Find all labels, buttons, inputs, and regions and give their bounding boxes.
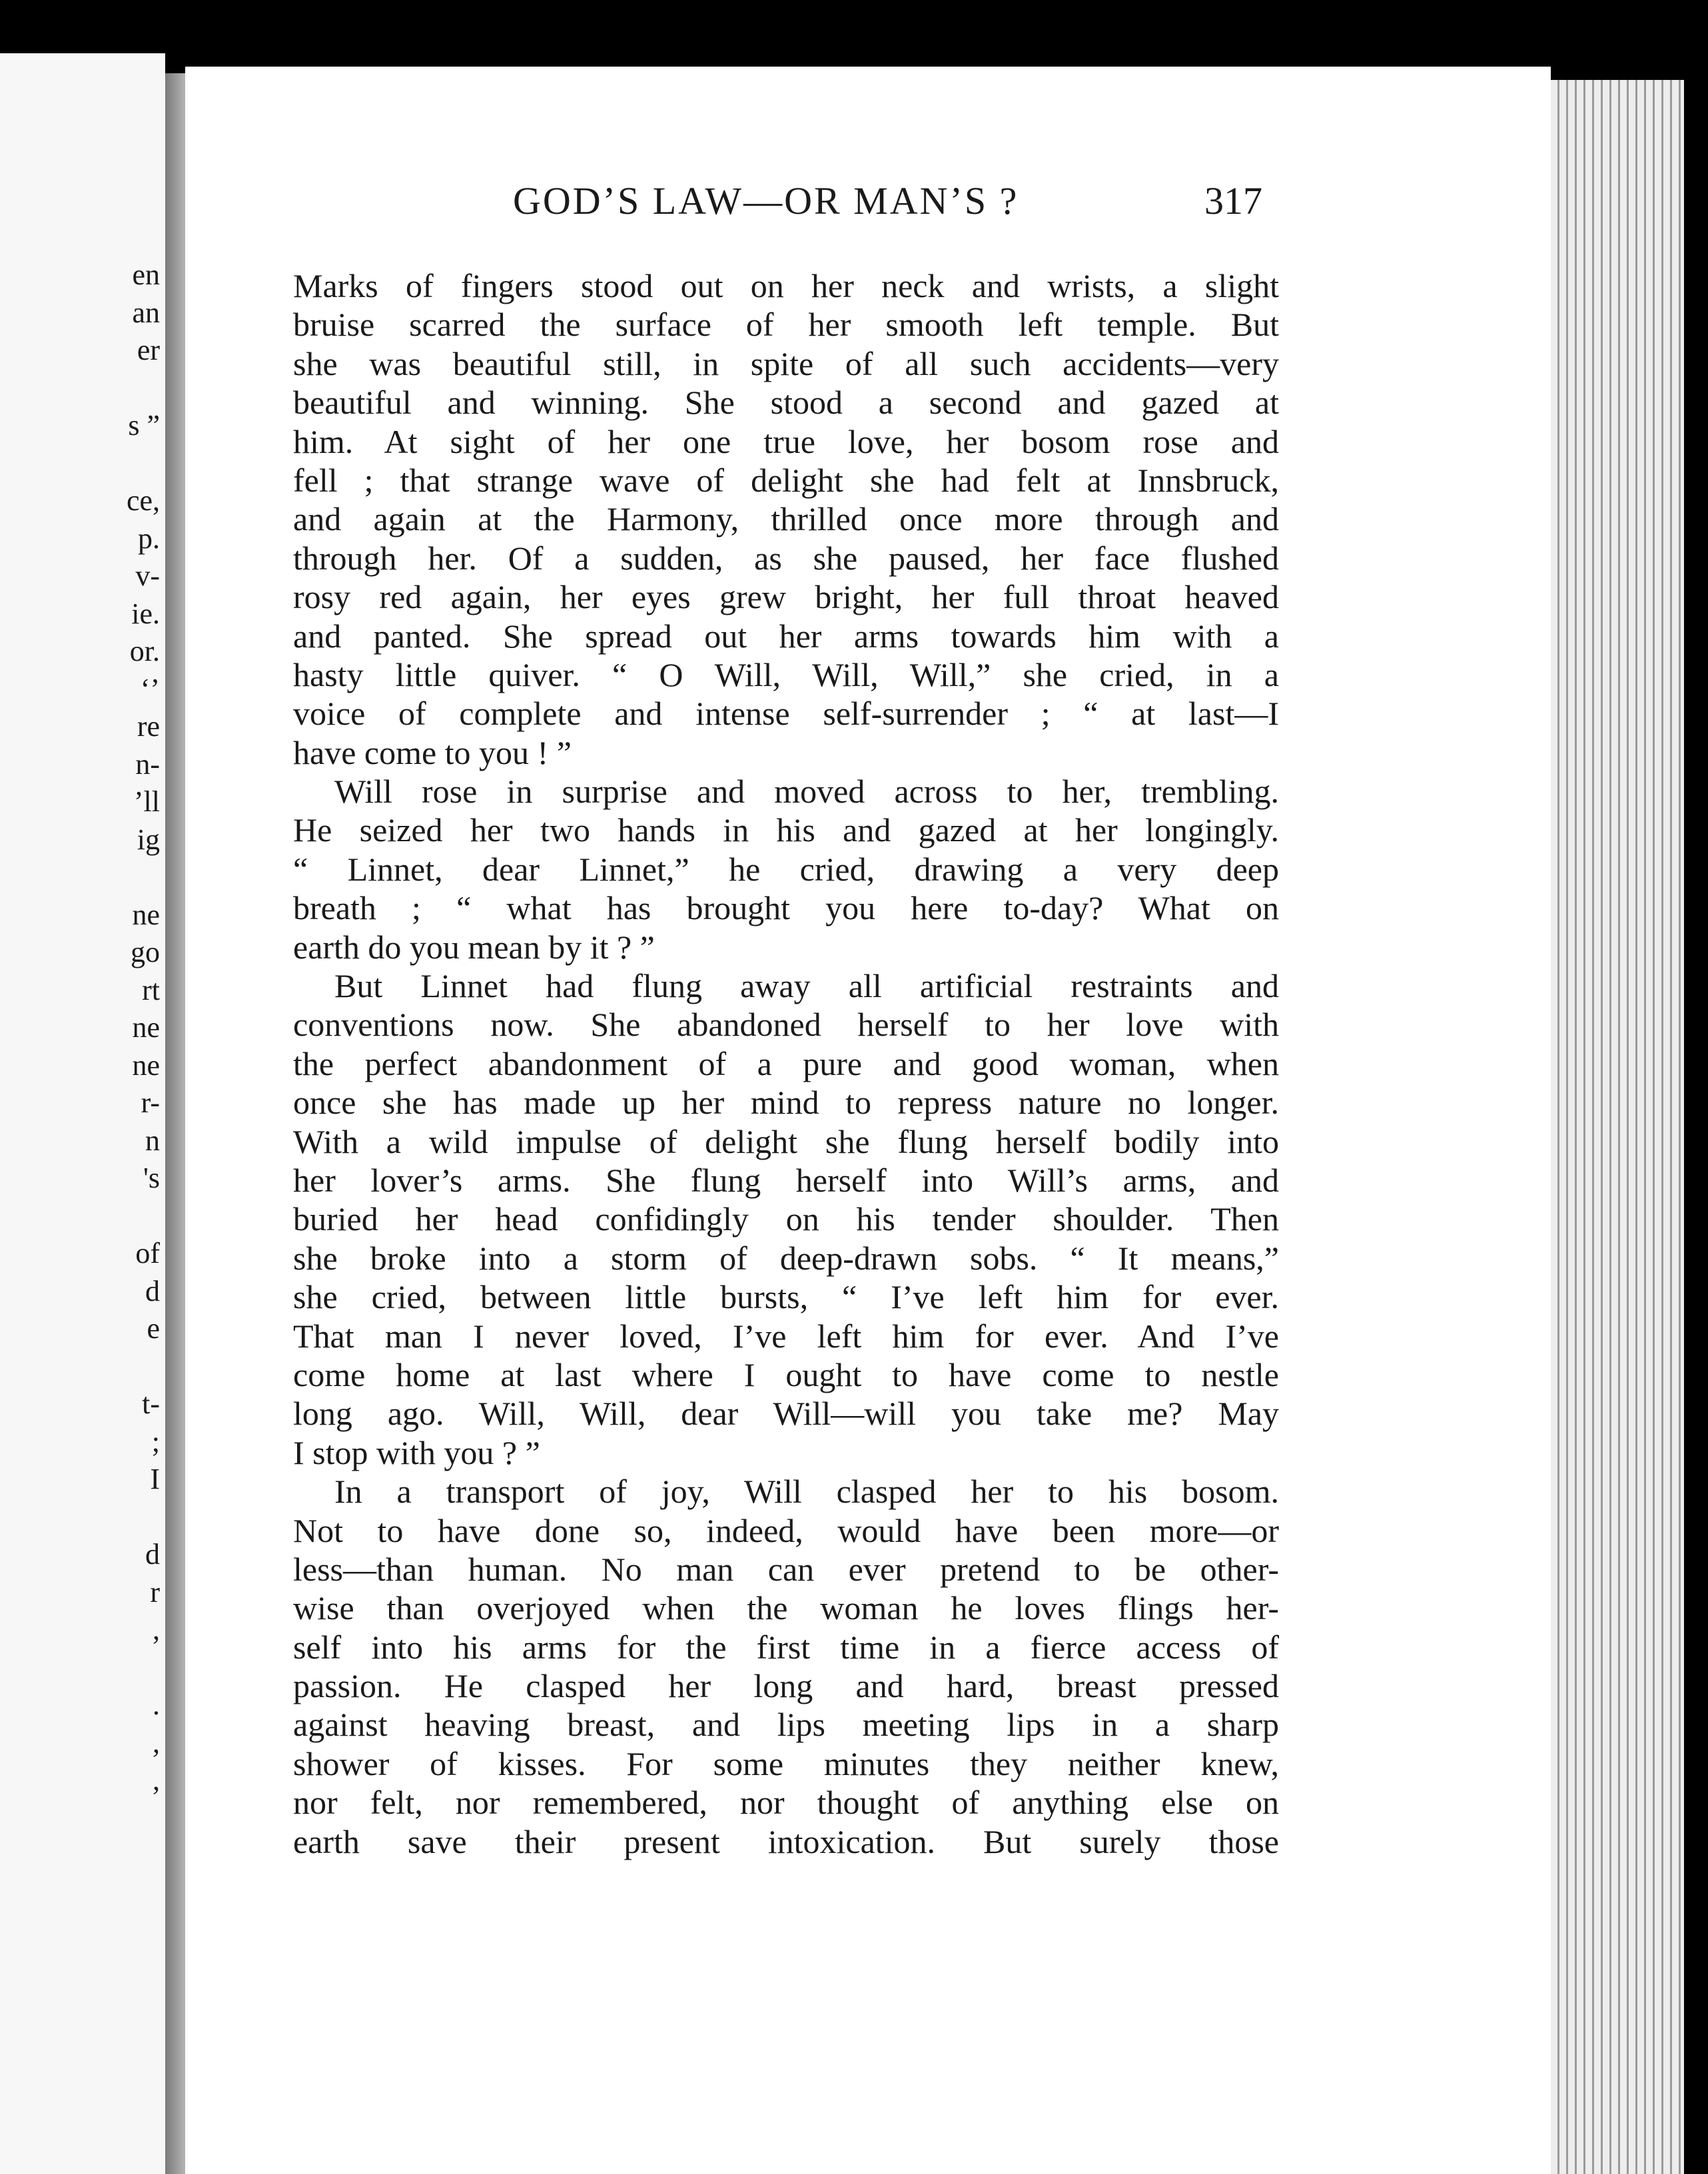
- left-page-fragment: [0, 53, 165, 2174]
- left-page-line: n: [145, 1124, 160, 1157]
- left-page-line: [0, 1198, 160, 1236]
- text-line: earth save their present intoxication. But surely those: [293, 1822, 1279, 1860]
- text-line: she broke into a storm of deep-drawn sobs. “ It means,”: [293, 1239, 1279, 1277]
- left-page-line: r-: [141, 1086, 160, 1119]
- text-line: hasty little quiver. “ O Will, Will, Will,” she cried, in a: [293, 655, 1279, 693]
- left-page-line: rt: [142, 973, 160, 1006]
- text-line: voice of complete and intense self-surrender ; “ at last—I: [293, 695, 1279, 733]
- text-line: she was beautiful still, in spite of all such accidents—very: [293, 344, 1279, 382]
- text-line: Not to have done so, indeed, would have been more—or: [293, 1511, 1279, 1549]
- left-page-line: 's: [143, 1162, 160, 1194]
- left-page-text: [0, 256, 160, 1800]
- text-line: breath ; “ what has brought you here to-day? What on: [293, 889, 1279, 927]
- text-line: “ Linnet, dear Linnet,” he cried, drawing a very deep: [293, 850, 1279, 888]
- paragraph: [293, 266, 1279, 772]
- text-line: I stop with you ? ”: [293, 1433, 540, 1471]
- paragraph: [293, 966, 1279, 1472]
- left-page-line: ‘’: [140, 672, 160, 705]
- left-page-line: ,: [153, 1726, 160, 1759]
- text-line: come home at last where I ought to have come to nestle: [293, 1355, 1279, 1393]
- text-line: He seized her two hands in his and gazed at her longingly.: [293, 811, 1279, 849]
- left-page-line: d: [145, 1274, 160, 1307]
- left-page-line: en: [132, 258, 160, 291]
- text-line: earth do you mean by it ? ”: [293, 928, 655, 966]
- text-line: fell ; that strange wave of delight she had felt at Innsbruck,: [293, 461, 1279, 499]
- left-page-line: or.: [129, 635, 160, 667]
- left-page-line: ne: [132, 898, 160, 931]
- left-page-line: [0, 1649, 160, 1687]
- text-line: buried her head confidingly on his tender shoulder. Then: [293, 1200, 1279, 1238]
- left-page-line: t-: [142, 1387, 160, 1420]
- text-line: shower of kisses. For some minutes they neither knew,: [293, 1744, 1279, 1782]
- text-line: long ago. Will, Will, dear Will—will you take me? May: [293, 1395, 1279, 1433]
- text-line: But Linnet had flung away all artificial restraints and: [334, 967, 1279, 1005]
- text-line: him. At sight of her one true love, her bosom rose and: [293, 422, 1279, 460]
- text-line: less—than human. No man can ever pretend to be other-: [293, 1550, 1279, 1588]
- left-page-line: [0, 859, 160, 897]
- text-line: she cried, between little bursts, “ I’ve left him for ever.: [293, 1278, 1279, 1316]
- left-page-line: of: [135, 1237, 160, 1269]
- left-page-line: re: [137, 710, 160, 743]
- left-page-line: v-: [135, 559, 160, 592]
- text-line: rosy red again, her eyes grew bright, her full throat heaved: [293, 578, 1279, 616]
- text-line: the perfect abandonment of a pure and good woman, when: [293, 1044, 1279, 1082]
- running-head: GOD’S LAW—OR MAN’S ?: [513, 179, 1019, 222]
- text-line: have come to you ! ”: [293, 733, 572, 771]
- left-page-line: ,: [153, 1613, 160, 1646]
- left-page-line: ne: [132, 1011, 160, 1044]
- text-line: In a transport of joy, Will clasped her to his bosom.: [334, 1473, 1279, 1511]
- text-line: Will rose in surprise and moved across to her, trembling.: [334, 773, 1279, 811]
- left-page-line: an: [132, 296, 160, 329]
- left-page-line: ;: [151, 1425, 160, 1458]
- left-page-line: .: [153, 1688, 160, 1721]
- left-page-line: [0, 445, 160, 483]
- text-line: and again at the Harmony, thrilled once more through and: [293, 500, 1279, 538]
- body-text: [293, 266, 1279, 1861]
- text-line: her lover’s arms. She flung herself into Will’s arms, and: [293, 1161, 1279, 1199]
- page-edges: [1551, 80, 1684, 2174]
- left-page-line: er: [137, 334, 160, 366]
- book-gutter: [165, 73, 185, 2174]
- page-number: 317: [1204, 179, 1262, 222]
- left-page-line: r: [150, 1575, 160, 1609]
- left-page-line: ,: [153, 1764, 160, 1796]
- paragraph: [293, 1472, 1279, 1861]
- paragraph: [293, 772, 1279, 966]
- left-page-line: ’ll: [133, 785, 160, 818]
- left-page-line: I: [150, 1463, 160, 1495]
- text-line: nor felt, nor remembered, nor thought of anything else on: [293, 1784, 1279, 1822]
- left-page-line: s ”: [128, 409, 160, 442]
- left-page-line: d: [145, 1538, 160, 1571]
- text-line: passion. He clasped her long and hard, breast pressed: [293, 1667, 1279, 1705]
- left-page-line: n-: [135, 747, 160, 781]
- left-page-line: ce,: [126, 484, 160, 517]
- left-page-line: ne: [132, 1048, 160, 1082]
- text-line: through her. Of a sudden, as she paused, her face flushed: [293, 539, 1279, 577]
- text-line: Marks of fingers stood out on her neck and wrists, a slight: [293, 267, 1279, 304]
- left-page-line: ie.: [131, 597, 160, 630]
- text-line: against heaving breast, and lips meeting lips in a sharp: [293, 1706, 1279, 1744]
- left-page-line: p.: [138, 522, 160, 555]
- left-page-line: go: [131, 936, 160, 968]
- text-line: bruise scarred the surface of her smooth left temple. But: [293, 306, 1279, 344]
- text-line: conventions now. She abandoned herself to her love with: [293, 1006, 1279, 1044]
- left-page-line: [0, 370, 160, 408]
- text-line: once she has made up her mind to repress nature no longer.: [293, 1084, 1279, 1122]
- left-page-line: [0, 1499, 160, 1537]
- left-page-line: [0, 1348, 160, 1386]
- text-line: beautiful and winning. She stood a second and gazed at: [293, 384, 1279, 422]
- text-line: self into his arms for the first time in a fierce access of: [293, 1628, 1279, 1666]
- left-page-line: e: [147, 1312, 160, 1345]
- left-page-line: ig: [137, 823, 160, 856]
- text-line: and panted. She spread out her arms towards him with a: [293, 617, 1279, 655]
- text-line: With a wild impulse of delight she flung herself bodily into: [293, 1122, 1279, 1160]
- text-line: wise than overjoyed when the woman he loves flings her-: [293, 1589, 1279, 1627]
- text-line: That man I never loved, I’ve left him for ever. And I’ve: [293, 1317, 1279, 1355]
